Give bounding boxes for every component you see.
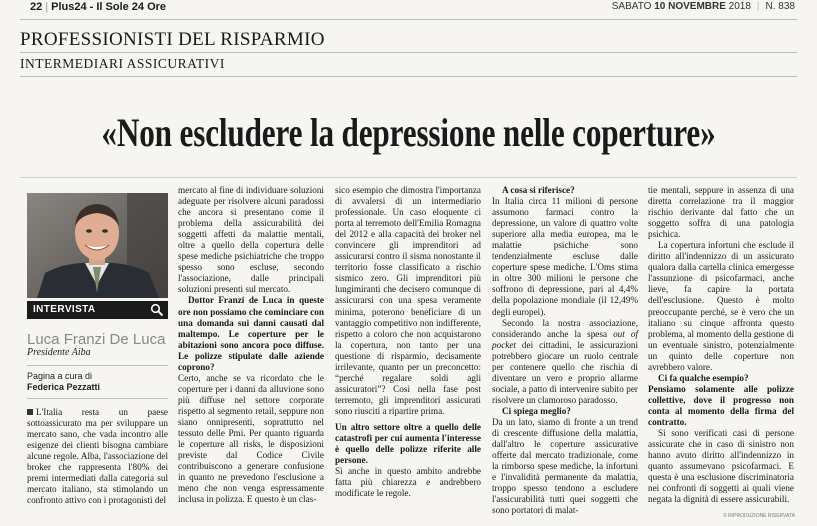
header-separator: | — [756, 1, 760, 12]
headline: «Non escludere la depressione nelle coperture» — [101, 110, 716, 155]
article-text: L'Italia resta un paese sottoassicurato ma per sviluppare un mercato sano, che vada incontro alle esigenze dei clienti bisogna cambiare alcune regole. Alba, l'associazione del broker che rappresenta l'80% dei premi intermediati dalla categoria sul mercato italiano, sta stimolando un confronto attivo con i protagonisti del — [27, 407, 168, 506]
paper-name: Plus24 - Il Sole 24 Ore — [51, 1, 167, 13]
interview-question: Ci spiega meglio? — [502, 405, 571, 416]
article-paragraph: Si sono verificati casi di persone assicurate che in caso di sinistro non hanno avuto diritto all'indennizzo in quanto assumevano psicofarmaci. E questa è una esclusione discriminatoria nei confronti di soggetti ai quali viene negata la dignità di essere assicurabili. — [648, 428, 794, 505]
copyright-notice: © RIPRODUZIONE RISERVATA — [723, 513, 795, 519]
article-paragraph: Da un lato, siamo di fronte a un trend di crescente diffusione della malattia, dall'altro le coperture assicurative offerte dal mercato tradizionale, come la rimborso spese mediche, la infortuni e l'invalidità permanente da malattia, troppo spesso tendono a escludere l'assicurabilità tutti quei soggetti che sono portatori di malat- — [492, 416, 638, 516]
portrait-photo — [27, 193, 168, 298]
section-title: PROFESSIONISTI DEL RISPARMIO — [20, 29, 325, 50]
byline-rule — [27, 398, 168, 399]
page-number: 22 — [30, 1, 43, 13]
date: 10 NOVEMBRE — [654, 1, 726, 12]
interview-question: Ci fa qualche esempio? — [658, 372, 749, 383]
article-paragraph: sico esempio che dimostra l'importanza di avvalersi di un intermediario professionale. Un caso eloquente ci porta al terremoto dell'Emilia Romagna del 2012 e alla capacità dei broker nel convincere gli imprenditori ad assicurarsi contro il sisma nonostante il territorio fosse classificato a rischio sismico zero. Gli imprenditori più lungimiranti che decisero comunque di assicurarsi con una spesa veramente minima, poterono beneficiare di un vantaggio competitivo non indifferente, rispetto a coloro che non acquistarono la copertura, non tanto per una questione di risparmio, decisamente irrilevante, quanto per un preconcetto: “perché regalare soldi agli assicuratori”? Così nella fase post terremoto, gli imprenditori assicurati sono riusciti a ripartire prima. — [335, 185, 481, 416]
article-paragraph — [27, 407, 168, 506]
interview-badge — [27, 301, 168, 319]
article-paragraph: tie mentali, seppure in assenza di una diretta correlazione tra il maggior rischio derivante dal fatto che un soggetto soffra di una patologia psichica. — [648, 185, 794, 240]
article-paragraph — [492, 318, 638, 406]
section-rule — [20, 76, 797, 77]
portrait-illustration — [27, 193, 168, 298]
interview-answer-lead: Pensiamo solamente alle polizze collettive, dove il progresso non conta al momento della firma del contratto. — [648, 383, 794, 427]
article-text: dei cittadini, le assicurazioni potrebbero giocare un ruolo centrale per contenere quello che rischia di diventare un vero e proprio allarme sociale, a patto di intervenire subito per risolvere un clamoroso paradosso. — [492, 339, 638, 405]
year: 2018 — [728, 1, 751, 12]
header-separator: | — [45, 1, 49, 13]
page-header-left — [30, 1, 166, 13]
article-paragraph: Sì anche in questo ambito andrebbe fatta più chiarezza e andrebbero modificate le regole. — [335, 466, 481, 499]
interviewee-role: Presidente Aiba — [27, 347, 91, 358]
interview-badge-label: INTERVISTA — [33, 304, 96, 315]
article-paragraph: In Italia circa 11 milioni di persone assumono farmaci contro la depressione, un valore di quattro volte superiore alla media europea, ma le malattie psichiche sono tendenzialmente escluse dalle coperture spese mediche. L'Oms stima in oltre 300 milioni le persone che soffrono di depressione, pari al 4,4% della popolazione mondiale (il 12,49% degli europei). — [492, 196, 638, 317]
date-prefix: SABATO — [611, 1, 652, 12]
curated-label: Pagina a cura di — [27, 371, 93, 381]
curator-name: Federica Pezzatti — [27, 382, 101, 392]
article-text: Secondo la nostra associazione, considerando anche la spesa — [492, 317, 638, 339]
article-paragraph: Certo, anche se va ricordato che le coperture per i danni da alluvione sono più diffuse nel settore corporate rispetto al segmento retail, seppure non siano onnipresenti, soprattutto nel tessuto delle Pmi. Per quanto riguarda le coperture all risks, le disposizioni previste dal Codice Civile contribuiscono a generare confusione in quanto ne prevedono l'esclusione a meno che non venga espressamente inclusa in polizza. E questo è un clas- — [178, 372, 324, 505]
article-column-4 — [492, 185, 638, 516]
article-text-italic: out of pocket — [492, 328, 638, 350]
interview-question: A cosa si riferisce? — [502, 185, 575, 195]
article-column-3 — [335, 185, 481, 499]
paragraph-start-square-icon — [27, 409, 33, 415]
page-header-right — [612, 1, 795, 12]
article-column-5 — [648, 185, 794, 505]
magnifier-icon — [150, 303, 164, 317]
article-column-1 — [27, 407, 168, 506]
article-column-2 — [178, 185, 324, 505]
interviewee-name: Luca Franzi De Luca — [27, 331, 166, 348]
interview-question: Dottor Franzi de Luca in queste ore non possiamo che cominciare con una domanda sui danni causati dal maltempo. Le coperture per le abitazioni sono ancora poco diffuse. Le polizze stipulate dalle aziende coprono? — [178, 295, 324, 372]
header-rule — [20, 19, 797, 20]
article-paragraph: La copertura infortuni che esclude il diritto all'indennizzo di un assicurato qualora dalla cartella clinica emergesse l'assunzione di psicofarmaci, anche lieve, fa capire la portata dell'esclusione. Questo è molto preoccupante perché, se è vero che un italiano su cinque affronta questo problema, al momento della gestione di un eventuale sinistro, potenzialmente un quinto delle coperture non avrebbero valore. — [648, 240, 794, 372]
section-rule — [20, 52, 797, 53]
byline-rule — [27, 365, 168, 366]
interview-question: Un altro settore oltre a quello delle catastrofi per cui aumenta l'interesse è quello delle polizze riferite alle persone. — [335, 421, 481, 466]
headline-rule — [20, 177, 797, 178]
section-subtitle: INTERMEDIARI ASSICURATIVI — [20, 56, 225, 71]
article-paragraph: mercato al fine di individuare soluzioni adeguate per risolvere alcuni paradossi che ancora si presentano come il problema della assicurabilità dei soggetti affetti da malattie mentali, oltre a quello della copertura delle spese mediche psichiatriche che troppo spesso sono escluse, secondo l'associazione, dalle principali soluzioni presenti sul mercato. — [178, 185, 324, 295]
issue-number: N. 838 — [765, 1, 795, 12]
